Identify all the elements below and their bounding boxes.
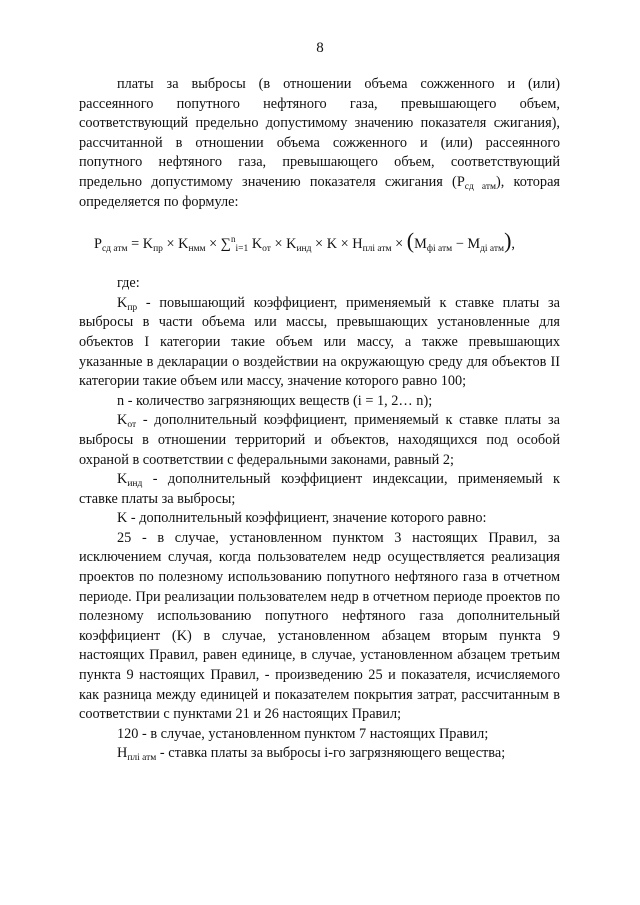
formula-k-ot: $K_{от}$: [251, 236, 271, 254]
formula-k-pr: $K_{пр}$: [142, 236, 163, 254]
def-k-ot: $K_{от}$ - дополнительный коэффициент, применяемый к ставке платы за выбросы в отношении территорий и объектов, находящихся под особой охраной в соответствии с федеральными законами, равный 2;: [79, 412, 560, 468]
def-k-25: 25 - в случае, установленном пунктом 3 настоящих Правил, за исключением случая, когда пользователем недр осуществляется реализация проектов по полезному использованию попутного нефтяного газа в отчетном периоде. При реализации пользователем недр в отчетном периоде проектов по полезному использованию попутного нефтяного газа дополнительный коэффициент (K) в случае, установленном абзацем вторым пункта 9 настоящих Правил, равен единице, в случае, установленном абзацем третьим пункта 9 настоящих Правил, - произведению 25 и показателя, исчисляемого как разница между единицей и показателем покрытия затрат, рассчитанным в соответствии с пунктами 21 и 26 настоящих Правил;: [79, 529, 560, 723]
intro-paragraph: платы за выбросы (в отношении объема сожженного и (или) рассеянного попутного нефтяного газа, превышающего объем, соответствующий предельно допустимому значению показателя сжигания), рассчитанной в отношении объема сожженного и (или) рассеянного попутного нефтяного газа, превышающего объем, соответствующий предельно допустимому значению показателя сжигания $(P_{сд атм})$, которая определяется по формуле:: [79, 76, 560, 210]
formula: $P_{сд атм} = K_{пр} \times K_{нмм} \times \sum^n_{i=1}$ $K_{от} \times K_{инд} \times K \times H_{плi атм} \times (M_{фi атм} - M_{дi атм})$,: [94, 228, 515, 254]
def-k-ind: $K_{инд}$ - дополнительный коэффициент индексации, применяемый к ставке платы за выбросы;: [79, 471, 560, 507]
formula-lhs: $P_{сд атм}$: [94, 236, 128, 254]
formula-sum: ∑$^n_{i=1}$: [220, 234, 249, 254]
formula-k: K: [326, 236, 338, 252]
formula-m-fi: $M_{фi атм}$: [414, 236, 453, 254]
formula-k-nmm: $K_{нмм}$: [178, 236, 206, 254]
def-k-120: 120 - в случае, установленном пунктом 7 настоящих Правил;: [117, 725, 489, 742]
def-n-pl: $H_{плi атм}$ - ставка платы за выбросы i-го загрязняющего вещества;: [117, 745, 506, 764]
formula-m-di: $M_{дi атм}$: [467, 236, 505, 254]
formula-k-ind: $K_{инд}$: [286, 236, 312, 254]
def-k-pr: $K_{пр}$ - повышающий коэффициент, применяемый к ставке платы за выбросы в части объема или массы, превышающих установленные для объектов I категории такие объем или массу, а также превышающих указанные в декларации о воздействии на окружающую среду для объектов II категории такие объем или массу, значение которого равно 100;: [79, 294, 560, 390]
where-label: где:: [117, 275, 140, 292]
formula-n-pl: $H_{плi атм}$: [352, 236, 392, 254]
def-k: K - дополнительный коэффициент, значение которого равно:: [117, 510, 487, 527]
page-number: 8: [316, 40, 324, 56]
document-body: [79, 75, 560, 764]
def-n: n - количество загрязняющих веществ (i = 1, 2… n);: [117, 392, 433, 409]
formula-spacer: [79, 212, 560, 274]
